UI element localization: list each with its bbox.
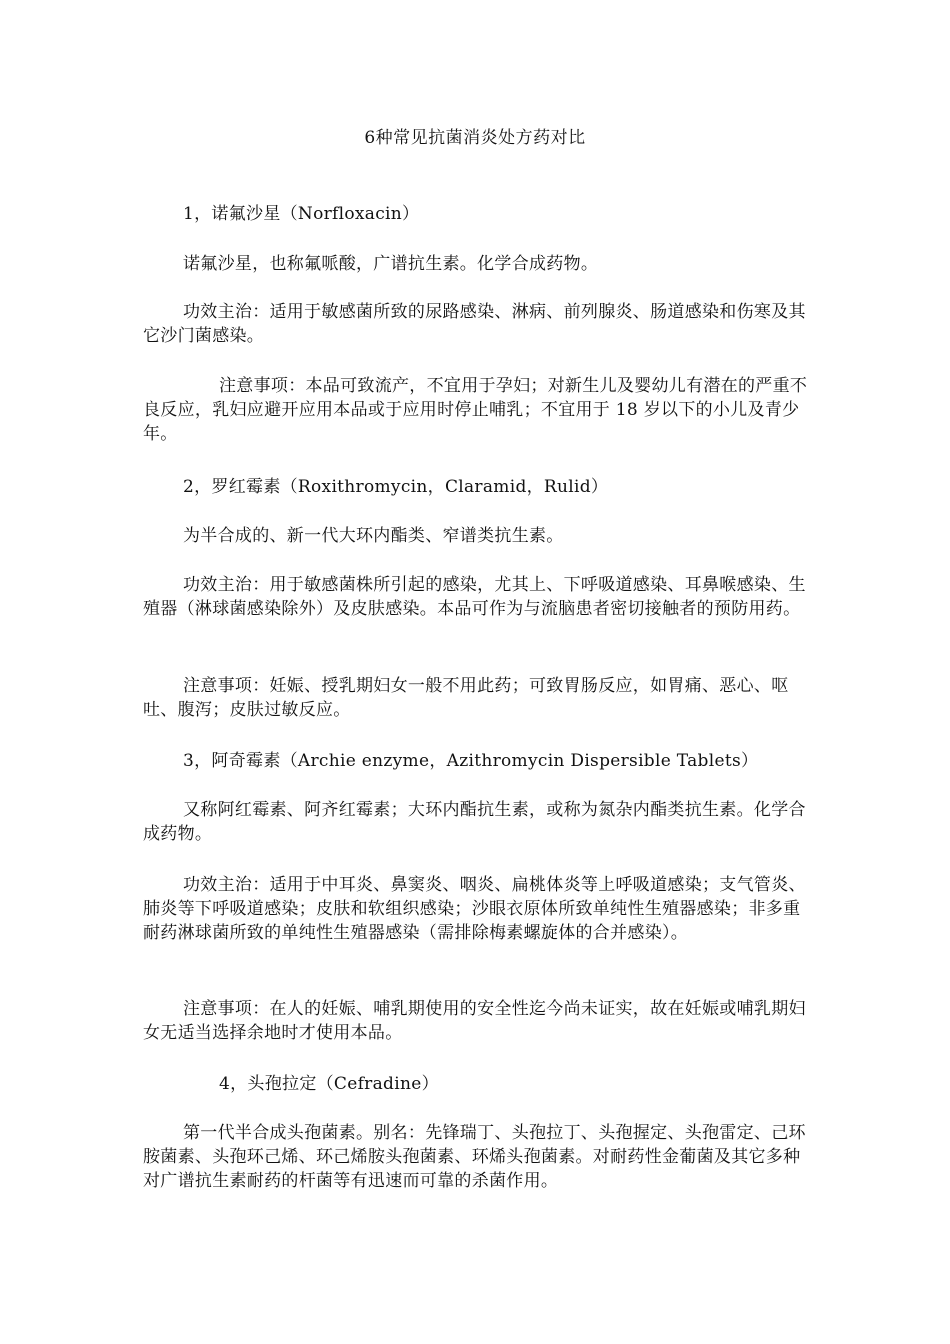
paragraph-roxithromycin-intro: 为半合成的、新一代大环内酯类、窄谱类抗生素。: [183, 526, 564, 546]
section-heading-norfloxacin: 1，诺氟沙星（Norfloxacin）: [183, 204, 420, 224]
paragraph-norfloxacin-indications: 功效主治：适用于敏感菌所致的尿路感染、淋病、前列腺炎、肠道感染和伤寒及其它沙门菌感染。: [143, 302, 806, 346]
paragraph-norfloxacin-precautions: 注意事项：本品可致流产，不宜用于孕妇；对新生儿及婴幼儿有潜在的严重不良反应，乳妇应避开应用本品或于应用时停止哺乳；不宜用于 18 岁以下的小儿及青少年。: [143, 376, 808, 444]
paragraph-roxithromycin-indications: 功效主治：用于敏感菌株所引起的感染，尤其上、下呼吸道感染、耳鼻喉感染、生殖器（淋球菌感染除外）及皮肤感染。本品可作为与流脑患者密切接触者的预防用药。: [143, 575, 806, 619]
paragraph-roxithromycin-precautions: 注意事项：妊娠、授乳期妇女一般不用此药；可致胃肠反应，如胃痛、恶心、呕吐、腹泻；皮肤过敏反应。: [143, 676, 789, 720]
paragraph-cefradine-intro: 第一代半合成头孢菌素。别名：先锋瑞丁、头孢拉丁、头孢握定、头孢雷定、己环胺菌素、头孢环己烯、环己烯胺头孢菌素、环烯头孢菌素。对耐药性金葡菌及其它多种对广谱抗生素耐药的杆菌等有迅速而可靠的杀菌作用。: [143, 1123, 806, 1191]
section-heading-azithromycin: 3，阿奇霉素（Archie enzyme，Azithromycin Dispersible Tablets）: [183, 751, 759, 771]
paragraph-azithromycin-indications: 功效主治：适用于中耳炎、鼻窦炎、咽炎、扁桃体炎等上呼吸道感染；支气管炎、肺炎等下呼吸道感染；皮肤和软组织感染；沙眼衣原体所致单纯性生殖器感染；非多重耐药淋球菌所致的单纯性生殖器感染（需排除梅素螺旋体的合并感染）。: [143, 875, 806, 943]
paragraph-azithromycin-precautions: 注意事项：在人的妊娠、哺乳期使用的安全性迄今尚未证实，故在妊娠或哺乳期妇女无适当选择余地时才使用本品。: [143, 999, 806, 1043]
paragraph-norfloxacin-intro: 诺氟沙星，也称氟哌酸，广谱抗生素。化学合成药物。: [183, 254, 599, 274]
page-title: 6种常见抗菌消炎处方药对比: [364, 128, 586, 148]
section-heading-cefradine: 4，头孢拉定（Cefradine）: [219, 1074, 439, 1094]
section-heading-roxithromycin: 2，罗红霉素（Roxithromycin，Claramid，Rulid）: [183, 477, 609, 497]
paragraph-azithromycin-intro: 又称阿红霉素、阿齐红霉素；大环内酯抗生素，或称为氮杂内酯类抗生素。化学合成药物。: [143, 800, 806, 844]
